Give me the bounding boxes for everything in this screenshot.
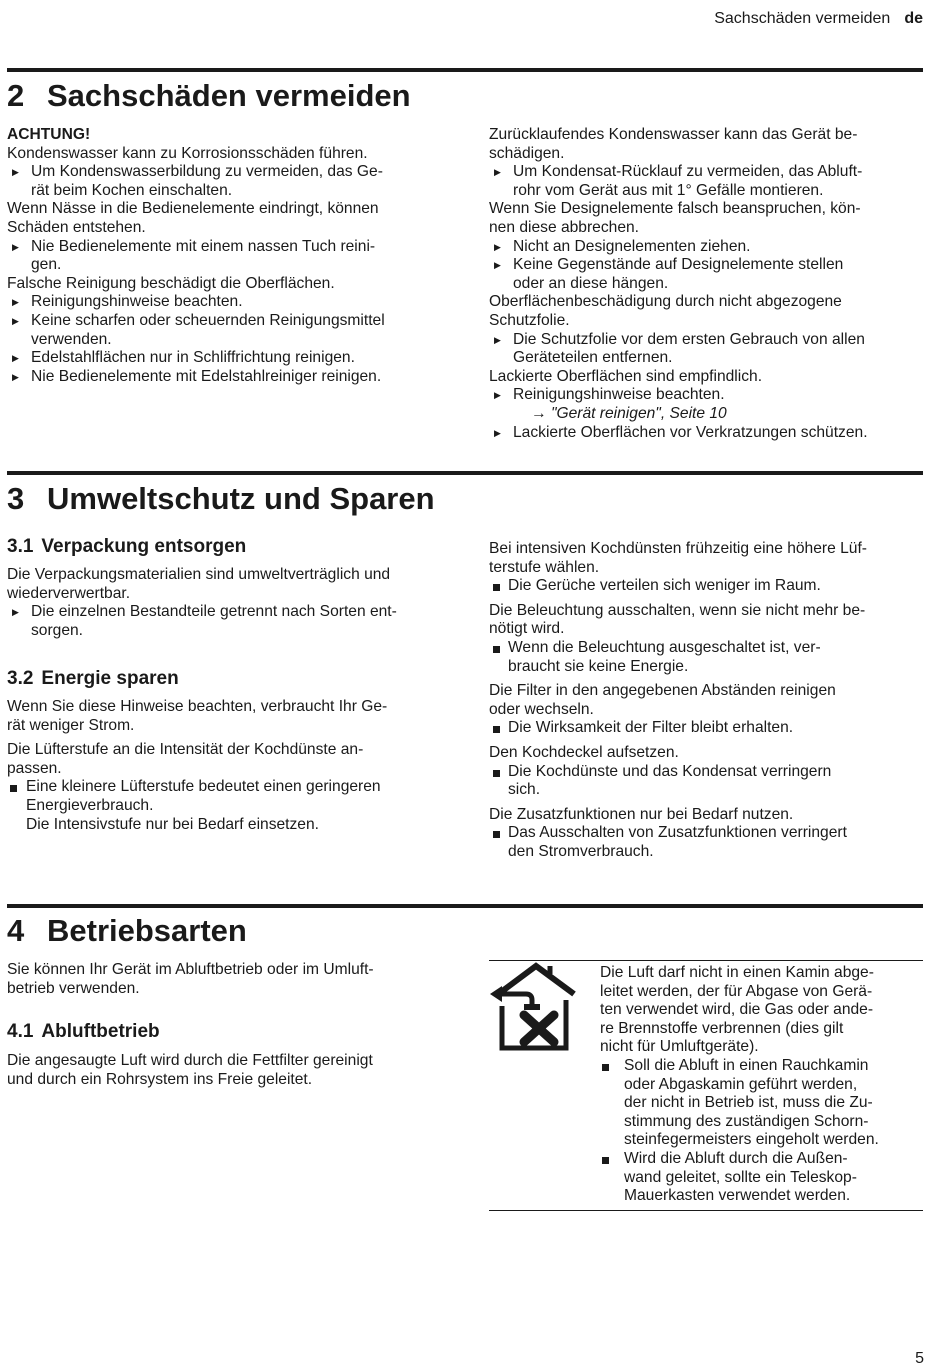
result-item: Eine kleinere Lüfterstufe bedeutet einen geringeren xyxy=(7,778,447,797)
section-2-right-column xyxy=(489,126,923,442)
triangle-bullet-icon: ▶ xyxy=(494,260,501,271)
instruction-item: ▶ Um Kondensat-Rücklauf zu vermeiden, das Abluft- xyxy=(494,163,863,181)
text-line: oder wechseln. xyxy=(489,700,594,718)
square-bullet-icon xyxy=(493,770,500,777)
square-bullet-icon xyxy=(10,785,17,792)
square-bullet-icon xyxy=(493,584,500,591)
triangle-bullet-icon: ▶ xyxy=(494,427,501,438)
text-line: Den Kochdeckel aufsetzen. xyxy=(489,743,679,761)
triangle-bullet-icon: ▶ xyxy=(12,607,19,618)
square-bullet-icon xyxy=(602,1064,609,1071)
text-line: passen. xyxy=(7,759,62,777)
triangle-bullet-icon: ▶ xyxy=(494,334,501,345)
text-line: Die Luft darf nicht in einen Kamin abge- xyxy=(600,964,874,981)
text-line: oder Abgaskamin geführt werden, xyxy=(624,1075,858,1093)
text-line: Energieverbrauch. xyxy=(26,796,154,814)
subsection-3-1-heading: 3.1 Verpackung entsorgen xyxy=(7,536,247,557)
text-line: Die Verpackungsmaterialien sind umweltverträglich und xyxy=(7,566,391,583)
text-line: terstufe wählen. xyxy=(489,558,600,576)
text-line: Wenn Sie Designelemente falsch beanspruchen, kön- xyxy=(489,200,861,218)
text-line: rät beim Kochen einschalten. xyxy=(31,181,233,199)
box-top-rule xyxy=(489,960,923,961)
text-line: sorgen. xyxy=(31,621,84,639)
no-chimney-icon xyxy=(488,962,584,1056)
text-line: gen. xyxy=(31,256,62,274)
text-line: sich. xyxy=(508,781,541,799)
text-line: Lackierte Oberflächen sind empfindlich. xyxy=(489,367,763,385)
text-line: rohr vom Gerät aus mit 1° Gefälle montieren. xyxy=(513,181,824,199)
text-line: den Stromverbrauch. xyxy=(508,842,654,860)
triangle-bullet-icon: ▶ xyxy=(12,167,19,178)
text-line: stimmung des zuständigen Schorn- xyxy=(624,1112,869,1130)
triangle-bullet-icon: ▶ xyxy=(494,390,501,401)
text-line: wand geleitet, sollte ein Teleskop- xyxy=(624,1168,857,1186)
result-item: Die Wirksamkeit der Filter bleibt erhalten. xyxy=(489,719,923,738)
instruction-item: ▶ Die Schutzfolie vor dem ersten Gebrauch von allen xyxy=(494,330,865,348)
text-line: Schutzfolie. xyxy=(489,311,570,329)
box-bottom-rule xyxy=(489,1210,923,1211)
text-line: re Brennstoffe verbrennen (dies gilt xyxy=(600,1019,844,1037)
header-language: de xyxy=(904,10,923,27)
instruction-item: ▶ Die einzelnen Bestandteile getrennt nach Sorten ent- xyxy=(12,603,397,621)
text-line: wiederverwertbar. xyxy=(7,584,131,602)
text-line: nen diese abbrechen. xyxy=(489,218,639,236)
triangle-bullet-icon: ▶ xyxy=(12,353,19,364)
triangle-bullet-icon: ▶ xyxy=(12,241,19,252)
text-line: Die angesaugte Luft wird durch die Fettfilter gereinigt xyxy=(7,1052,373,1069)
triangle-bullet-icon: ▶ xyxy=(494,241,501,252)
instruction-item: ▶ Nie Bedienelemente mit einem nassen Tuch reini- xyxy=(12,237,376,255)
header-title: Sachschäden vermeiden xyxy=(714,10,891,27)
text-line: Die Beleuchtung ausschalten, wenn sie nicht mehr be- xyxy=(489,601,866,619)
text-line: braucht sie keine Energie. xyxy=(508,657,689,675)
text-line: Schäden entstehen. xyxy=(7,218,146,236)
instruction-item: ▶ Keine scharfen oder scheuernden Reinigungsmittel xyxy=(12,311,385,329)
text-line: schädigen. xyxy=(489,144,565,162)
text-line: nötigt wird. xyxy=(489,620,565,638)
list-item: Soll die Abluft in einen Rauchkamin xyxy=(600,1057,923,1076)
instruction-item: ▶ Lackierte Oberflächen vor Verkratzungen schützen. xyxy=(494,423,868,441)
exhaust-warning-text xyxy=(600,964,923,1206)
instruction-item: ▶ Keine Gegenstände auf Designelemente stellen xyxy=(494,256,844,274)
text-line: Wenn Nässe in die Bedienelemente eindringt, können xyxy=(7,200,379,218)
text-line: Kondenswasser kann zu Korrosionsschäden führen. xyxy=(7,144,368,162)
text-line: Falsche Reinigung beschädigt die Oberflächen. xyxy=(7,274,335,292)
result-item: Die Kochdünste und das Kondensat verringern xyxy=(489,763,923,782)
result-item: Wenn die Beleuchtung ausgeschaltet ist, ver- xyxy=(489,639,923,658)
subsection-4-1-heading: 4.1 Abluftbetrieb xyxy=(7,1021,160,1042)
text-line: der nicht in Betrieb ist, muss die Zu- xyxy=(624,1094,873,1112)
instruction-item: ▶ Edelstahlflächen nur in Schliffrichtung reinigen. xyxy=(12,349,355,367)
subsection-3-2-body xyxy=(7,698,447,834)
text-line: und durch ein Rohrsystem ins Freie geleitet. xyxy=(7,1070,313,1088)
instruction-item: ▶ Reinigungshinweise beachten. xyxy=(494,386,725,404)
text-line: Geräteteilen entfernen. xyxy=(513,349,673,367)
cross-reference-link[interactable]: → "Gerät reinigen", Seite 10 xyxy=(531,404,727,422)
text-line: Die Filter in den angegebenen Abständen reinigen xyxy=(489,682,836,700)
text-line: betrieb verwenden. xyxy=(7,979,140,997)
triangle-bullet-icon: ▶ xyxy=(12,371,19,382)
text-line: oder an diese hängen. xyxy=(513,274,669,292)
section-4-heading: 4 Betriebsarten xyxy=(7,913,247,948)
triangle-bullet-icon: ▶ xyxy=(12,297,19,308)
text-line: Wenn Sie diese Hinweise beachten, verbraucht Ihr Ge- xyxy=(7,698,388,715)
text-line: Sie können Ihr Gerät im Abluftbetrieb oder im Umluft- xyxy=(7,961,374,978)
result-item: Die Gerüche verteilen sich weniger im Raum. xyxy=(489,577,923,596)
text-line: steinfegermeisters eingeholt werden. xyxy=(624,1131,879,1149)
text-line: verwenden. xyxy=(31,330,112,348)
list-item: Wird die Abluft durch die Außen- xyxy=(600,1150,923,1169)
arrow-right-icon: → xyxy=(531,404,547,422)
text-line: ten verwendet wird, die Gas oder ande- xyxy=(600,1001,874,1019)
subsection-3-2-heading: 3.2 Energie sparen xyxy=(7,668,179,689)
square-bullet-icon xyxy=(493,646,500,653)
text-line: Die Intensivstufe nur bei Bedarf einsetzen. xyxy=(26,815,319,833)
text-line: Die Lüfterstufe an die Intensität der Kochdünste an- xyxy=(7,741,364,759)
instruction-item: ▶ Reinigungshinweise beachten. xyxy=(12,293,243,311)
text-line: Oberflächenbeschädigung durch nicht abgezogene xyxy=(489,293,842,311)
text-line: Mauerkasten verwendet werden. xyxy=(624,1187,851,1205)
instruction-item: ▶ Nie Bedienelemente mit Edelstahlreiniger reinigen. xyxy=(12,367,382,385)
square-bullet-icon xyxy=(493,831,500,838)
text-line: Bei intensiven Kochdünsten frühzeitig eine höhere Lüf- xyxy=(489,540,867,557)
section-2-heading: 2 Sachschäden vermeiden xyxy=(7,78,411,113)
instruction-item: ▶ Nicht an Designelementen ziehen. xyxy=(494,237,751,255)
section-4-intro xyxy=(7,961,447,998)
text-line: Die Zusatzfunktionen nur bei Bedarf nutzen. xyxy=(489,805,794,823)
page-number: 5 xyxy=(915,1350,924,1367)
text-line: nicht für Umluftgeräte). xyxy=(600,1038,759,1056)
result-item: Das Ausschalten von Zusatzfunktionen verringert xyxy=(489,824,923,843)
square-bullet-icon xyxy=(493,726,500,733)
instruction-item: ▶ Um Kondenswasserbildung zu vermeiden, das Ge- xyxy=(12,163,383,181)
section-3-heading: 3 Umweltschutz und Sparen xyxy=(7,481,435,516)
triangle-bullet-icon: ▶ xyxy=(12,315,19,326)
text-line: Zurücklaufendes Kondenswasser kann das Gerät be- xyxy=(489,126,858,143)
section-3-right-column xyxy=(489,540,923,862)
triangle-bullet-icon: ▶ xyxy=(494,167,501,178)
subsection-3-1-body xyxy=(7,566,447,640)
warning-label: ACHTUNG! xyxy=(7,126,91,143)
section-rule xyxy=(7,904,923,908)
square-bullet-icon xyxy=(602,1157,609,1164)
text-line: rät weniger Strom. xyxy=(7,716,135,734)
section-2-left-column xyxy=(7,126,447,386)
subsection-4-1-body xyxy=(7,1052,447,1089)
text-line: leitet werden, der für Abgase von Gerä- xyxy=(600,982,873,1000)
section-rule xyxy=(7,471,923,475)
section-rule xyxy=(7,68,923,72)
running-header xyxy=(714,10,923,28)
